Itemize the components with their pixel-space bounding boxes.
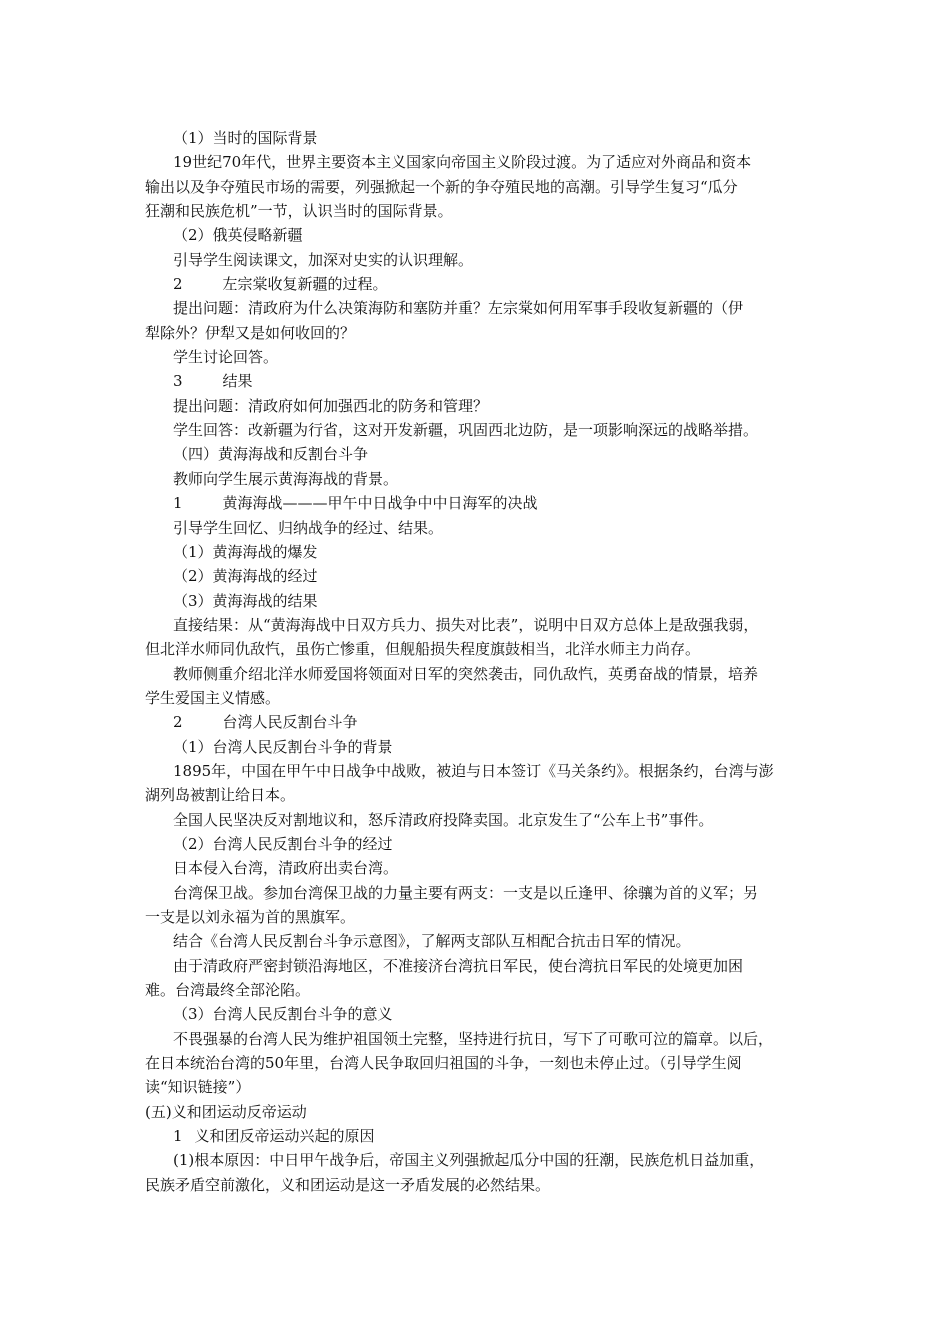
line-text: 读“知识链接”） bbox=[145, 1078, 251, 1097]
line-text: （2）台湾人民反割台斗争的经过 bbox=[173, 834, 393, 853]
line-text: （2）黄海海战的经过 bbox=[173, 567, 318, 586]
line-text: （2）俄英侵略新疆 bbox=[173, 226, 303, 245]
text-line bbox=[145, 564, 810, 588]
line-text: 学生爱国主义情感。 bbox=[145, 688, 281, 707]
line-text: 民族矛盾空前激化，义和团运动是这一矛盾发展的必然结果。 bbox=[145, 1175, 551, 1194]
line-text: 在日本统治台湾的50年里，台湾人民争取回归祖国的斗争，一刻也未停止过。（引导学生阅 bbox=[145, 1054, 742, 1073]
line-text: (1)根本原因：中日甲午战争后，帝国主义列强掀起瓜分中国的狂潮，民族危机日益加重， bbox=[173, 1151, 765, 1170]
line-text: (五)义和团运动反帝运动 bbox=[145, 1102, 307, 1121]
line-text: 由于清政府严密封锁沿海地区，不准接济台湾抗日军民，使台湾抗日军民的处境更加困 bbox=[173, 956, 744, 975]
line-text: 台湾人民反割台斗争 bbox=[222, 713, 358, 732]
text-line bbox=[145, 759, 810, 783]
line-text: 直接结果：从“黄海海战中日双方兵力、损失对比表”，说明中日双方总体上是敌强我弱， bbox=[173, 615, 759, 634]
line-text: 台湾保卫战。参加台湾保卫战的力量主要有两支：一支是以丘逢甲、徐骧为首的义军；另 bbox=[173, 883, 759, 902]
document-body bbox=[145, 126, 810, 1197]
text-line bbox=[145, 1051, 810, 1075]
text-line bbox=[145, 686, 810, 710]
text-line bbox=[145, 808, 810, 832]
text-line bbox=[145, 881, 810, 905]
line-text: （四）黄海海战和反割台斗争 bbox=[173, 445, 369, 464]
text-line bbox=[145, 1002, 810, 1026]
line-text: （1）黄海海战的爆发 bbox=[173, 542, 318, 561]
line-text: 黄海海战———甲午中日战争中中日海军的决战 bbox=[222, 494, 538, 513]
text-line bbox=[145, 1124, 810, 1148]
text-line bbox=[145, 613, 810, 637]
text-line bbox=[145, 491, 810, 515]
list-number: 3 bbox=[173, 372, 183, 391]
text-line bbox=[145, 175, 810, 199]
text-line bbox=[145, 321, 810, 345]
list-number: 1 bbox=[173, 494, 183, 513]
line-text: 不畏强暴的台湾人民为维护祖国领土完整，坚持进行抗日，写下了可歌可泣的篇章。以后， bbox=[173, 1029, 774, 1048]
line-text: 犁除外？伊犁又是如何收回的？ bbox=[145, 323, 356, 342]
text-line bbox=[145, 905, 810, 929]
line-text: 学生讨论回答。 bbox=[173, 348, 279, 367]
line-text: 提出问题：清政府如何加强西北的防务和管理？ bbox=[173, 396, 489, 415]
line-text: 19世纪70年代，世界主要资本主义国家向帝国主义阶段过渡。为了适应对外商品和资本 bbox=[173, 153, 752, 172]
line-text: 一支是以刘永福为首的黑旗军。 bbox=[145, 908, 356, 926]
text-line bbox=[145, 1173, 810, 1197]
text-line bbox=[145, 345, 810, 369]
text-line bbox=[145, 978, 810, 1002]
text-line bbox=[145, 637, 810, 661]
line-text: （3）台湾人民反割台斗争的意义 bbox=[173, 1005, 393, 1024]
text-line bbox=[145, 369, 810, 393]
text-line bbox=[145, 516, 810, 540]
line-text: 结果 bbox=[222, 372, 253, 391]
text-line bbox=[145, 126, 810, 150]
text-line bbox=[145, 954, 810, 978]
text-line bbox=[145, 272, 810, 296]
text-line bbox=[145, 296, 810, 320]
list-number: 1 bbox=[173, 1127, 183, 1146]
text-line bbox=[145, 735, 810, 759]
text-line bbox=[145, 442, 810, 466]
line-text: 提出问题：清政府为什么决策海防和塞防并重？左宗棠如何用军事手段收复新疆的（伊 bbox=[173, 299, 744, 318]
line-text: 但北洋水师同仇敌忾，虽伤亡惨重，但舰船损失程度旗鼓相当，北洋水师主力尚存。 bbox=[145, 640, 701, 659]
text-line bbox=[145, 150, 810, 174]
text-line bbox=[145, 832, 810, 856]
text-line bbox=[145, 929, 810, 953]
line-text: 1895年，中国在甲午中日战争中战败，被迫与日本签订《马关条约》。根据条约，台湾与澎 bbox=[173, 761, 774, 780]
text-line bbox=[145, 223, 810, 247]
line-text: （1）台湾人民反割台斗争的背景 bbox=[173, 737, 393, 756]
text-line bbox=[145, 1100, 810, 1124]
text-line bbox=[145, 467, 810, 491]
text-line bbox=[145, 199, 810, 223]
line-text: 狂潮和民族危机”一节，认识当时的国际背景。 bbox=[145, 202, 453, 221]
line-text: 湖列岛被割让给日本。 bbox=[145, 786, 296, 805]
text-line bbox=[145, 783, 810, 807]
line-text: 学生回答：改新疆为行省，这对开发新疆，巩固西北边防，是一项影响深远的战略举措。 bbox=[173, 421, 759, 440]
list-number: 2 bbox=[173, 713, 183, 732]
line-text: 输出以及争夺殖民市场的需要，列强掀起一个新的争夺殖民地的高潮。引导学生复习“瓜分 bbox=[145, 177, 738, 196]
line-text: （3）黄海海战的结果 bbox=[173, 591, 318, 610]
text-line bbox=[145, 1075, 810, 1099]
line-text: 结合《台湾人民反割台斗争示意图》，了解两支部队互相配合抗击日军的情况。 bbox=[173, 932, 691, 951]
line-text: 难。台湾最终全部沦陷。 bbox=[145, 981, 311, 1000]
line-text: 引导学生阅读课文，加深对史实的认识理解。 bbox=[173, 250, 474, 269]
line-text: 义和团反帝运动兴起的原因 bbox=[194, 1127, 375, 1146]
line-text: 左宗棠收复新疆的过程。 bbox=[222, 275, 388, 294]
text-line bbox=[145, 418, 810, 442]
line-text: 教师侧重介绍北洋水师爱国将领面对日军的突然袭击，同仇敌忾，英勇奋战的情景，培养 bbox=[173, 664, 759, 683]
text-line bbox=[145, 540, 810, 564]
list-number: 2 bbox=[173, 275, 183, 294]
text-line bbox=[145, 1148, 810, 1172]
text-line bbox=[145, 856, 810, 880]
text-line bbox=[145, 589, 810, 613]
text-line bbox=[145, 1027, 810, 1051]
line-text: 引导学生回忆、归纳战争的经过、结果。 bbox=[173, 518, 444, 537]
line-text: 日本侵入台湾，清政府出卖台湾。 bbox=[173, 859, 399, 878]
line-text: （1）当时的国际背景 bbox=[173, 129, 318, 147]
text-line bbox=[145, 710, 810, 734]
line-text: 全国人民坚决反对割地议和，怒斥清政府投降卖国。北京发生了“公车上书”事件。 bbox=[173, 810, 714, 829]
text-line bbox=[145, 394, 810, 418]
line-text: 教师向学生展示黄海海战的背景。 bbox=[173, 469, 399, 488]
text-line bbox=[145, 248, 810, 272]
text-line bbox=[145, 662, 810, 686]
